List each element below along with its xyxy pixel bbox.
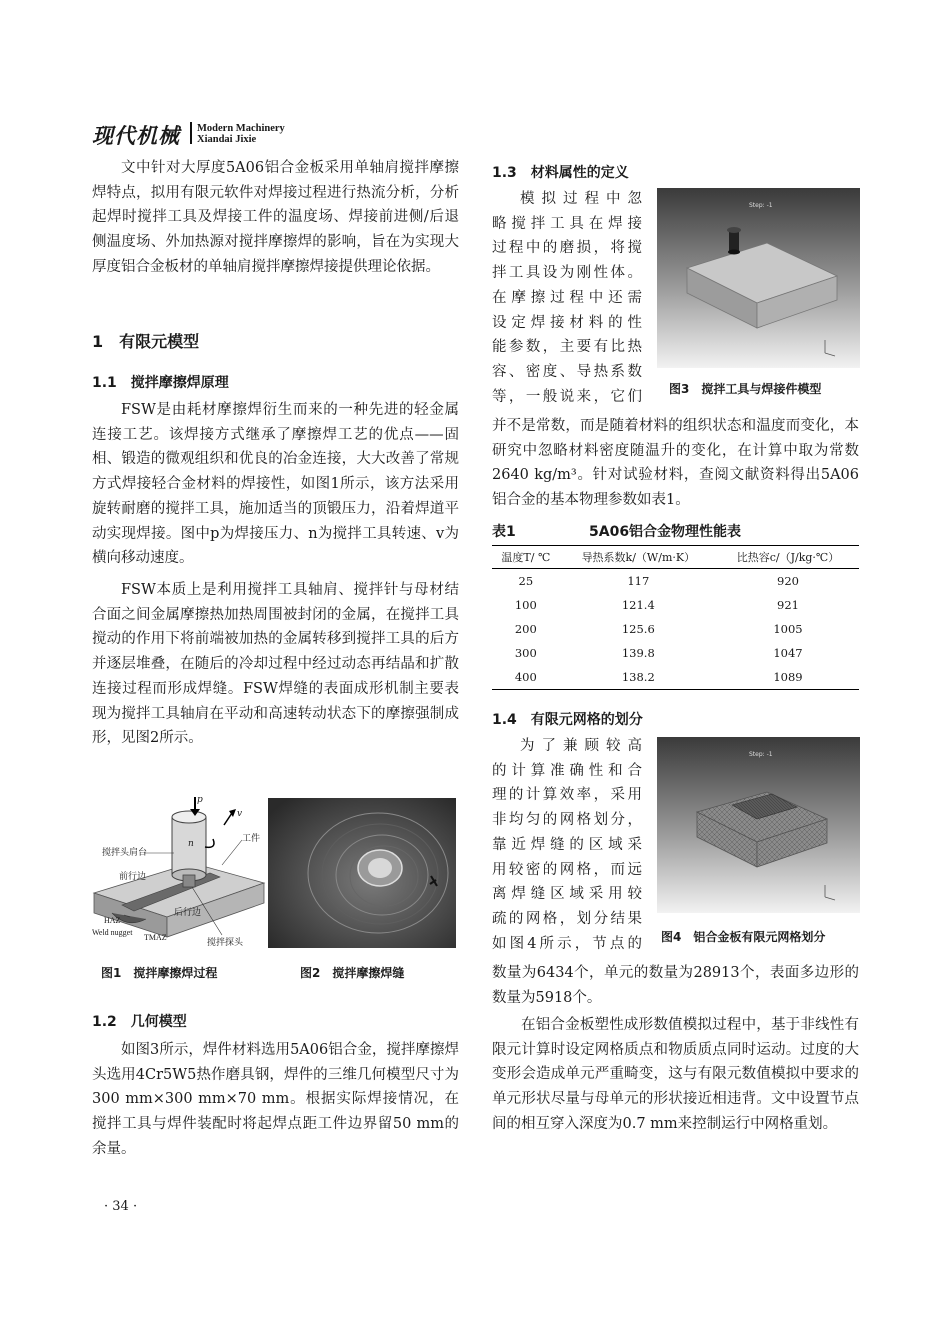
fig4-step-label: Step: -1	[749, 751, 773, 758]
figure-1	[92, 795, 267, 955]
section-1-2-paragraph-1: 如图3所示，焊件材料选用5A06铝合金，搅拌摩擦焊头选用4Cr5W5热作磨具钢，焊件的三维几何模型尺寸为300 mm×300 mm×70 mm。根据实际焊接情况，在搅拌工具与焊件装配时将起焊点距工件边界留50 mm的余量。	[92, 1042, 459, 1157]
sec14-line: 靠近焊缝的区域采	[492, 836, 642, 853]
figure-4-caption: 图4 铝合金板有限元网格划分	[661, 930, 826, 944]
section-1-1-paragraph-2: FSW本质上是利用搅拌工具轴肩、搅拌针与母材结合面之间金属摩擦热加热周围被封闭的金属，在搅拌工具搅动的作用下将前端被加热的金属转移到搅拌工具的后方并逐层堆叠，在随后的冷却过程中经过动态再结晶和扩散连接过程而形成焊缝。FSW焊缝的表面成形机制主要表现为搅拌工具轴肩在平动和高速转动状态下的摩擦强制成形，见图2所示。	[92, 582, 459, 747]
section-1-3-wrapped-text	[492, 187, 642, 409]
sec13-line: 在摩擦过程中还需	[492, 289, 642, 306]
fig1-label-v: v	[237, 809, 243, 819]
journal-logo-en: Modern Machinery Xiandai Jixie	[197, 123, 285, 145]
sec14-line: 如图4所示，节点的	[492, 935, 642, 952]
fig1-label-nugget: Weld nugget	[92, 928, 133, 937]
sec14-line: 非均匀的网格划分，	[492, 812, 642, 829]
sec13-line: 等，一般说来，它们	[492, 388, 642, 405]
sec13-line: 拌工具设为刚性体。	[492, 265, 642, 282]
section-1-title: 1 有限元模型	[92, 332, 200, 351]
table-1-title: 5A06铝合金物理性能表	[589, 524, 742, 540]
sec14-line: 的计算准确性和合	[492, 762, 642, 779]
figure-3-caption: 图3 搅拌工具与焊接件模型	[669, 382, 822, 396]
intro-paragraph: 文中针对大厚度5A06铝合金板采用单轴肩搅拌摩擦焊特点，拟用有限元软件对焊接过程进行热流分析，分析起焊时搅拌工具及焊接工件的温度场、焊接前进侧/后退侧温度场、外加热源对搅拌摩擦焊的影响，旨在为实现大厚度铝合金板材的单轴肩搅拌摩擦焊接提供理论依据。	[92, 160, 459, 275]
journal-logo-cn: 现代机械	[92, 123, 180, 148]
fig1-label-pin: 搅拌探头	[207, 938, 244, 948]
fig1-label-retreating: 后行边	[174, 908, 202, 918]
figure-4	[657, 737, 860, 913]
table-1	[492, 545, 859, 690]
journal-header	[92, 118, 352, 150]
figure-3	[657, 188, 860, 368]
table-row: 100 121.4 921	[514, 598, 799, 612]
fig1-label-n: n	[188, 839, 194, 849]
section-1-4-paragraph-2: 在铝合金板塑性成形数值模拟过程中，基于非线性有限元计算时设定网格质点和物质质点同时运动。过度的大变形会造成单元严重畸变，这与有限元数值模拟中要求的单元形状尽量与母单元的形状接近相违背。文中设置节点间的相互穿入深度为0.7 mm来控制运行中网格重划。	[492, 1017, 859, 1132]
logo-divider	[190, 122, 192, 144]
sec13-line: 过程中的磨损，将搅	[492, 240, 642, 257]
page-number: · 34 ·	[104, 1199, 138, 1214]
section-1-4-title: 1.4 有限元网格的划分	[492, 712, 643, 728]
sec14-line: 理的计算效率，采用	[492, 787, 642, 804]
material-properties-table	[492, 545, 859, 690]
section-1-1-title: 1.1 搅拌摩擦焊原理	[92, 375, 229, 391]
col-specific-heat: 比热容c/（J/kg·℃）	[717, 546, 859, 569]
section-1-3-continuation: 并不是常数，而是随着材料的组织状态和温度而变化，本研究中忽略材料密度随温升的变化，在计算中取为常数2640 kg/m³。针对试验材料，查阅文献资料得出5A06铝合金的基本物理参数如表1。	[492, 418, 859, 509]
section-1-4-continuation: 数量为6434个，单元的数量为28913个，表面多边形的数量为5918个。	[492, 965, 859, 1006]
table-row: 300 139.8 1047	[514, 646, 803, 660]
section-1-1-paragraph-1: FSW是由耗材摩擦焊衍生而来的一种先进的轻金属连接工艺。该焊接方式继承了摩擦焊工艺的优点——固相、锻造的微观组织和优良的冶金连接，大大改善了常规方式焊接轻合金材料的焊接性，如图1所示，该方法采用旋转耐磨的搅拌工具，施加适当的顶锻压力，沿着焊道平动实现焊接。图中p为焊接压力、n为搅拌工具转速、v为横向移动速度。	[92, 402, 459, 567]
sec13-line: 能参数，主要有比热	[492, 339, 642, 356]
fig3-step-label: Step: -1	[749, 202, 773, 209]
weld-seam-photo	[268, 798, 456, 948]
fig1-label-advancing: 前行边	[119, 872, 147, 882]
table-header-row	[492, 546, 859, 569]
sec14-line: 疏的网格，划分结果	[492, 910, 642, 927]
table-1-number: 表1	[492, 524, 516, 540]
fig1-label-shoulder: 搅拌头肩台	[102, 848, 148, 858]
sec13-line: 略搅拌工具在焊接	[492, 215, 642, 232]
sec13-line: 模拟过程中忽	[520, 191, 642, 207]
sec13-line: 设定焊接材料的性	[492, 314, 642, 331]
fig1-label-p: p	[197, 795, 203, 805]
sec14-line: 为了兼顾较高	[520, 738, 642, 754]
tool-and-workpiece-model	[657, 188, 860, 368]
sec13-line: 容、密度、导热系数	[492, 363, 642, 380]
table-row: 25 117 920	[518, 574, 799, 588]
sec14-line: 用较密的网格，而远	[492, 861, 642, 878]
fig1-label-workpiece: 工件	[242, 834, 261, 844]
col-conductivity: 导热系数k/（W/m·K）	[560, 546, 717, 569]
col-temperature: 温度T/ ℃	[492, 546, 560, 569]
figure-2-caption: 图2 搅拌摩擦焊缝	[300, 966, 405, 980]
section-1-3-title: 1.3 材料属性的定义	[492, 165, 629, 181]
sec14-line: 离焊缝区域采用较	[492, 886, 642, 903]
table-row: 200 125.6 1005	[514, 622, 803, 636]
fig1-label-haz: HAZ	[104, 916, 121, 925]
section-1-4-wrapped-text	[492, 734, 642, 956]
figure-1-caption: 图1 搅拌摩擦焊过程	[101, 966, 218, 980]
fig1-label-tmaz: TMAZ	[144, 933, 167, 942]
mesh-model	[657, 737, 860, 913]
table-row: 400 138.2 1089	[492, 665, 859, 690]
figure-2	[268, 798, 456, 948]
section-1-2-title: 1.2 几何模型	[92, 1014, 187, 1030]
